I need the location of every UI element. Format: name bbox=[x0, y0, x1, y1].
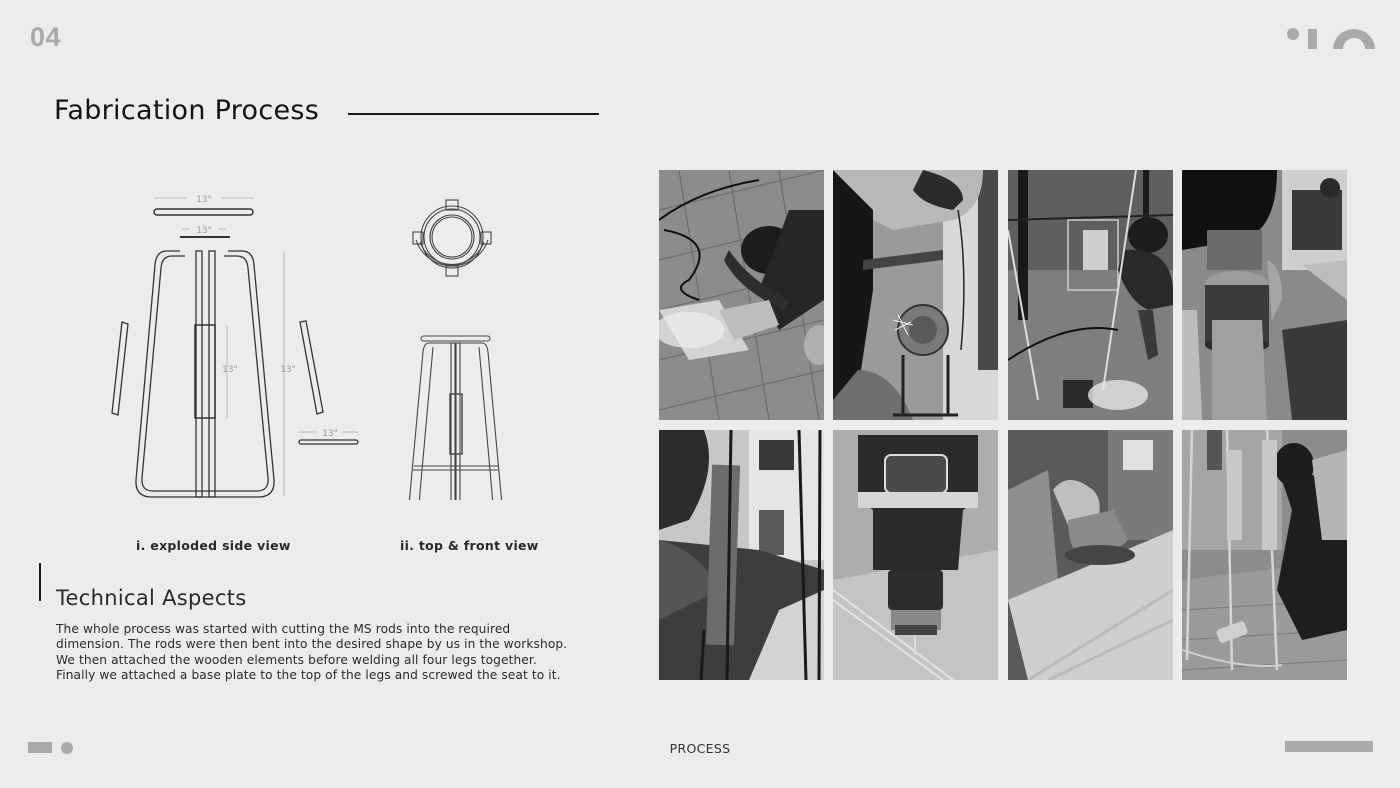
photo-angle-grinder bbox=[1182, 430, 1347, 680]
section-accent-bar bbox=[39, 563, 41, 601]
photo-wooden-element bbox=[659, 430, 824, 680]
drawing-caption-side-view: i. exploded side view bbox=[136, 538, 291, 553]
photo-welding-floor bbox=[659, 170, 824, 420]
footer-bar-mark bbox=[1285, 741, 1373, 752]
body-line: Finally we attached a base plate to the top of the legs and screwed the seat to it. bbox=[56, 667, 561, 682]
body-line: dimension. The rods were then bent into the desired shape by us in the workshop. bbox=[56, 637, 568, 652]
photo-sanding bbox=[1008, 430, 1173, 680]
stool-technical-drawing bbox=[32, 190, 592, 500]
body-line: The whole process was started with cutting the MS rods into the required bbox=[56, 622, 511, 636]
title-divider bbox=[348, 113, 599, 115]
footer-section-label: PROCESS bbox=[669, 741, 731, 756]
page-number: 04 bbox=[30, 22, 62, 52]
photo-bench-grinder bbox=[833, 170, 998, 420]
photo-welding-legs bbox=[1008, 170, 1173, 420]
svg-text:13": 13" bbox=[280, 365, 296, 375]
front-view bbox=[409, 336, 502, 500]
drawing-caption-front-view: ii. top & front view bbox=[400, 538, 539, 553]
svg-text:13": 13" bbox=[222, 365, 238, 375]
section-body bbox=[56, 622, 616, 683]
body-line: We then attached the wooden elements before welding all four legs together. bbox=[56, 652, 537, 667]
page-title: Fabrication Process bbox=[54, 95, 320, 126]
section-heading: Technical Aspects bbox=[56, 586, 247, 610]
process-photo-grid bbox=[659, 170, 1347, 680]
photo-drill-press bbox=[1182, 170, 1347, 420]
svg-text:13": 13" bbox=[322, 429, 338, 439]
svg-text:13": 13" bbox=[196, 195, 212, 205]
top-view bbox=[413, 200, 491, 276]
brand-logo-icon bbox=[1286, 27, 1376, 49]
svg-text:13": 13" bbox=[196, 226, 212, 236]
exploded-side-view bbox=[112, 195, 358, 500]
photo-power-drill bbox=[833, 430, 998, 680]
